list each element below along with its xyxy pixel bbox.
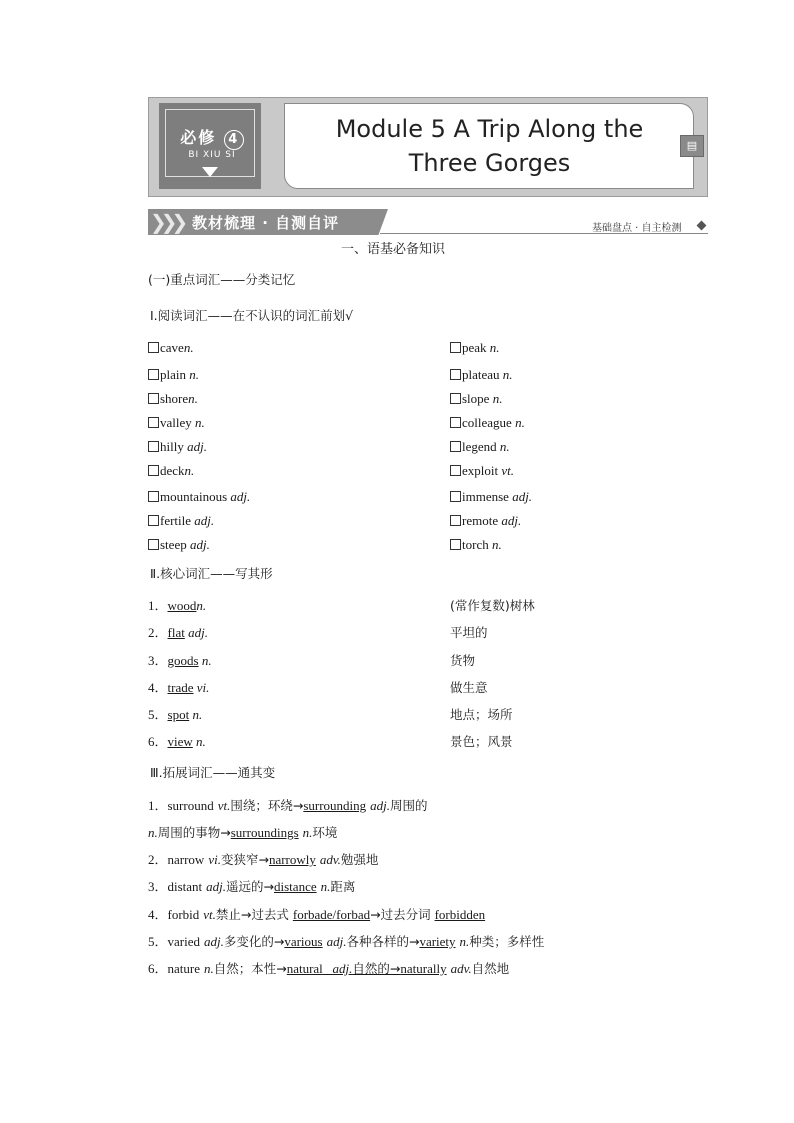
line-text: 6．nature (148, 961, 200, 976)
triangle-down-icon (202, 167, 218, 177)
vocab-pos: n. (459, 934, 470, 949)
vocab-pos: vi. (208, 852, 221, 867)
vocab-pos: n. (499, 439, 510, 454)
vocab-word: deck (160, 463, 185, 478)
checkbox-icon[interactable] (450, 369, 461, 380)
vocab-pos: vt. (501, 463, 514, 478)
vocab-item[interactable] (148, 367, 199, 383)
core-word-meaning: 货物 (450, 653, 476, 668)
answer-word: view (167, 734, 193, 749)
vocab-word: slope (462, 391, 490, 406)
answer-blank (323, 961, 333, 976)
vocab-pos: n. (320, 879, 331, 894)
vocab-pos: adj. (189, 537, 210, 552)
answer-word: goods (167, 653, 199, 668)
vocab-pos: n. (183, 340, 194, 355)
line-text: 周围的 (390, 798, 428, 813)
vocab-word: fertile (160, 513, 192, 528)
badge-number: 4 (224, 130, 244, 150)
part1-heading: Ⅰ.阅读词汇——在不认识的词汇前划√ (150, 308, 354, 323)
line-text: 勉强地 (340, 852, 379, 867)
vocab-word: mountainous (160, 489, 228, 504)
answer-word: surrounding (303, 798, 367, 813)
answer-word: trade (167, 680, 194, 695)
vocab-pos: n. (188, 391, 198, 406)
item-number: 2． (148, 625, 168, 640)
line-text: 各种各样的→ (346, 934, 420, 949)
vocab-pos: n. (515, 415, 525, 430)
core-word-meaning: 景色；风景 (450, 734, 513, 749)
title-line-1: Module 5 A Trip Along the (335, 115, 644, 143)
line-text: 多变化的→ (223, 934, 285, 949)
derivation-line (148, 798, 428, 814)
answer-word: spot (167, 707, 190, 722)
vocab-word: cave (160, 340, 184, 355)
derivation-line (148, 879, 355, 895)
line-text: 变狭窄→ (220, 852, 269, 867)
checkbox-icon[interactable] (148, 369, 159, 380)
line-text: 2．narrow (148, 852, 205, 867)
core-word-meaning: 平坦的 (450, 625, 488, 640)
line-text: 围绕；环绕→ (230, 798, 304, 813)
line-text: →过去分词 (370, 907, 435, 922)
vocab-word: exploit (462, 463, 499, 478)
vocab-pos: n. (148, 825, 158, 840)
checkbox-icon[interactable] (450, 491, 461, 502)
vocab-word: hilly (160, 439, 184, 454)
vocab-word: plain (160, 367, 186, 382)
vocab-pos: vt. (203, 907, 216, 922)
core-word-row (148, 625, 208, 641)
vocab-item[interactable] (450, 537, 502, 553)
line-text: 遥远的→ (226, 879, 275, 894)
vocab-pos: n. (502, 367, 513, 382)
core-word-meaning: (常作复数)树林 (450, 598, 535, 613)
vocab-pos: adj. (203, 934, 224, 949)
answer-word: surroundings (230, 825, 299, 840)
checkbox-icon[interactable] (148, 441, 159, 452)
vocab-word: peak (462, 340, 487, 355)
line-text: 自然；本性→ (213, 961, 287, 976)
checkbox-icon[interactable] (148, 515, 159, 526)
answer-word: forbade/forbad (292, 907, 371, 922)
vocab-pos: n. (201, 653, 212, 668)
vocab-item[interactable] (148, 513, 214, 529)
answer-word: naturally (400, 961, 447, 976)
vocab-pos: adj. (370, 798, 391, 813)
checkbox-icon[interactable] (148, 465, 159, 476)
subsection-title: (一)重点词汇——分类记忆 (148, 272, 296, 287)
checkbox-icon[interactable] (450, 393, 461, 404)
vocab-pos: n. (491, 537, 502, 552)
vocab-pos: n. (195, 415, 205, 430)
line-text: 禁止→过去式 (215, 907, 293, 922)
vocab-pos: adj. (332, 961, 353, 976)
vocab-pos: vt. (217, 798, 231, 813)
vocab-item[interactable] (450, 489, 532, 505)
vocab-item[interactable] (450, 439, 510, 455)
item-number: 1． (148, 598, 168, 613)
page-title (292, 112, 687, 180)
vocab-word: remote (462, 513, 499, 528)
title-line-2: Three Gorges (408, 149, 571, 177)
line-text: 自然地 (471, 961, 510, 976)
item-number: 5． (148, 707, 168, 722)
checkbox-icon[interactable] (450, 539, 461, 550)
vocab-word: torch (462, 537, 489, 552)
derivation-line (148, 907, 485, 923)
vocab-pos: n. (489, 340, 500, 355)
core-word-row (148, 680, 209, 696)
badge-subtitle: BI XIU SI (188, 150, 236, 160)
vocab-pos: n. (492, 391, 503, 406)
vocab-pos: adj. (230, 489, 251, 504)
vocab-pos: n. (189, 367, 199, 382)
line-text: 距离 (330, 879, 356, 894)
book-icon: ▤ (680, 135, 704, 157)
vocab-pos: n. (302, 825, 313, 840)
item-number: 4． (148, 680, 168, 695)
vocab-pos: n. (203, 961, 214, 976)
vocab-pos: vi. (196, 680, 210, 695)
answer-word: forbidden (434, 907, 486, 922)
vocab-word: colleague (462, 415, 512, 430)
vocab-item[interactable] (148, 439, 207, 455)
vocab-pos: n. (192, 707, 203, 722)
derivation-line (148, 852, 378, 868)
derivation-line (148, 825, 337, 841)
vocab-pos: adj. (206, 879, 227, 894)
item-number: 3． (148, 653, 168, 668)
core-word-row (148, 598, 206, 614)
badge-label-text: 必修 (180, 128, 217, 147)
vocab-pos: n. (196, 598, 207, 613)
checkbox-icon[interactable] (450, 515, 461, 526)
vocab-pos: adv. (450, 961, 472, 976)
answer-word: distance (274, 879, 317, 894)
vocab-pos: adj. (187, 439, 207, 454)
line-text: 周围的事物→ (157, 825, 231, 840)
vocab-pos: adj. (501, 513, 522, 528)
checkbox-icon[interactable] (148, 393, 159, 404)
section-title: 一、语基必备知识 (341, 242, 446, 257)
checkbox-icon[interactable] (148, 417, 159, 428)
answer-word: natural (286, 961, 323, 976)
vocab-item[interactable] (148, 415, 205, 431)
badge-label (166, 125, 258, 150)
vocab-pos: adv. (319, 852, 341, 867)
checkbox-icon[interactable] (148, 491, 159, 502)
checkbox-icon[interactable] (450, 465, 461, 476)
vocab-word: valley (160, 415, 192, 430)
vocab-word: plateau (462, 367, 500, 382)
core-word-row (148, 707, 202, 723)
derivation-line (148, 934, 544, 950)
line-text: 5．varied (148, 934, 200, 949)
vocab-item[interactable] (450, 463, 514, 479)
vocab-item[interactable] (148, 463, 194, 479)
answer-word: narrowly (268, 852, 316, 867)
vocab-pos: n. (196, 734, 206, 749)
vocab-word: shore (160, 391, 189, 406)
checkbox-icon[interactable] (148, 342, 159, 353)
diamond-icon (697, 221, 707, 231)
vocab-pos: adj. (326, 934, 347, 949)
checkbox-icon[interactable] (148, 539, 159, 550)
core-word-meaning: 做生意 (450, 680, 488, 695)
line-text: 4．forbid (148, 907, 200, 922)
core-word-meaning: 地点；场所 (450, 707, 513, 722)
derivation-line (148, 961, 509, 977)
answer-word: variety (419, 934, 456, 949)
line-text: 自然的→ (352, 961, 401, 976)
answer-word: various (284, 934, 323, 949)
vocab-item[interactable] (450, 367, 513, 383)
vocab-word: immense (462, 489, 509, 504)
line-text: 种类；多样性 (469, 934, 545, 949)
vocab-item[interactable] (148, 537, 210, 553)
checkbox-icon[interactable] (450, 342, 461, 353)
vocab-pos: adj. (512, 489, 533, 504)
line-text: 环境 (312, 825, 338, 840)
checkbox-icon[interactable] (450, 441, 461, 452)
vocab-item[interactable] (148, 340, 194, 356)
vocab-item[interactable] (450, 340, 500, 356)
vocab-item[interactable] (450, 513, 521, 529)
chevron-right-icon: ❯❯❯ (150, 210, 183, 234)
line-text: 1．surround (148, 798, 214, 813)
vocab-item[interactable] (148, 489, 250, 505)
part3-heading: Ⅲ.拓展词汇——通其变 (150, 765, 276, 780)
item-number: 6． (148, 734, 168, 749)
section-strip-right: 基础盘点 · 自主检测 (592, 223, 682, 234)
part2-heading: Ⅱ.核心词汇——写其形 (150, 566, 273, 581)
core-word-row (148, 734, 206, 750)
line-text: 3．distant (148, 879, 203, 894)
vocab-pos: adj. (194, 513, 215, 528)
vocab-item[interactable] (450, 415, 525, 431)
answer-word: wood (167, 598, 197, 613)
vocab-item[interactable] (148, 391, 198, 407)
section-strip-label: 教材梳理 · 自测自评 (192, 214, 340, 232)
answer-word: flat (167, 625, 185, 640)
vocab-word: steep (160, 537, 187, 552)
vocab-pos: adj. (188, 625, 208, 640)
core-word-row (148, 653, 212, 669)
vocab-item[interactable] (450, 391, 502, 407)
checkbox-icon[interactable] (450, 417, 461, 428)
vocab-pos: n. (184, 463, 195, 478)
vocab-word: legend (462, 439, 497, 454)
